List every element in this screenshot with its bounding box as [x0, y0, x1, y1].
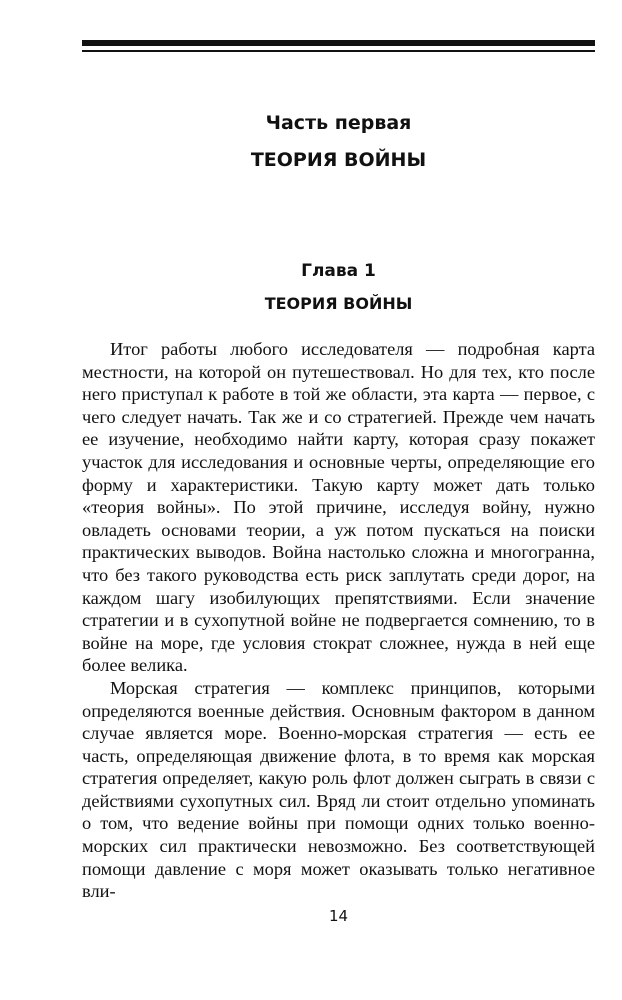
- body-text: [82, 338, 595, 903]
- chapter-title: Глава 1: [301, 261, 376, 281]
- paragraph-2: Морская стратегия — комплекс принципов, которыми определяются военные действия. Основным фактором в данном случае является море. Военно-морская стратегия — есть ее часть, определяющая движение флота, в то время как морская стратегия определяет, какую роль флот должен сыграть в связи с действиями сухопутных сил. Вряд ли стоит отдельно упоминать о том, что ведение войны при помощи одних только военно-морских сил практически невозможно. Без соответствующей помощи давление с моря может оказывать только негативное вли-: [82, 677, 595, 902]
- header-rule-thin: [82, 50, 595, 52]
- page-number: 14: [328, 907, 349, 925]
- header-rule-thick: [82, 40, 595, 46]
- chapter-subtitle: ТЕОРИЯ ВОЙНЫ: [264, 294, 413, 313]
- paragraph-1: Итог работы любого исследователя — подробная карта местности, на которой он путешествовал. Но для тех, кто после него приступал к работе в той же области, эта карта — первое, с чего следует начать. Так же и со стратегией. Прежде чем начать ее изучение, необходимо найти карту, которая сразу покажет участок для исследования и основные черты, определяющие его форму и характеристики. Такую карту может дать только «теория войны». По этой причине, исследуя войну, нужно овладеть основами теории, а уж потом пускаться на поиски практических выводов. Война настолько сложна и многогранна, что без такого руководства есть риск заплутать среди дорог, на каждом шагу изобилующих препятствиями. Если значение стратегии и в сухопутной войне не подвергается сомнению, то в войне на море, где условия стократ сложнее, нужда в ней еще более велика.: [82, 339, 595, 676]
- part-title: Часть первая: [265, 112, 412, 134]
- part-subtitle: ТЕОРИЯ ВОЙНЫ: [250, 149, 427, 171]
